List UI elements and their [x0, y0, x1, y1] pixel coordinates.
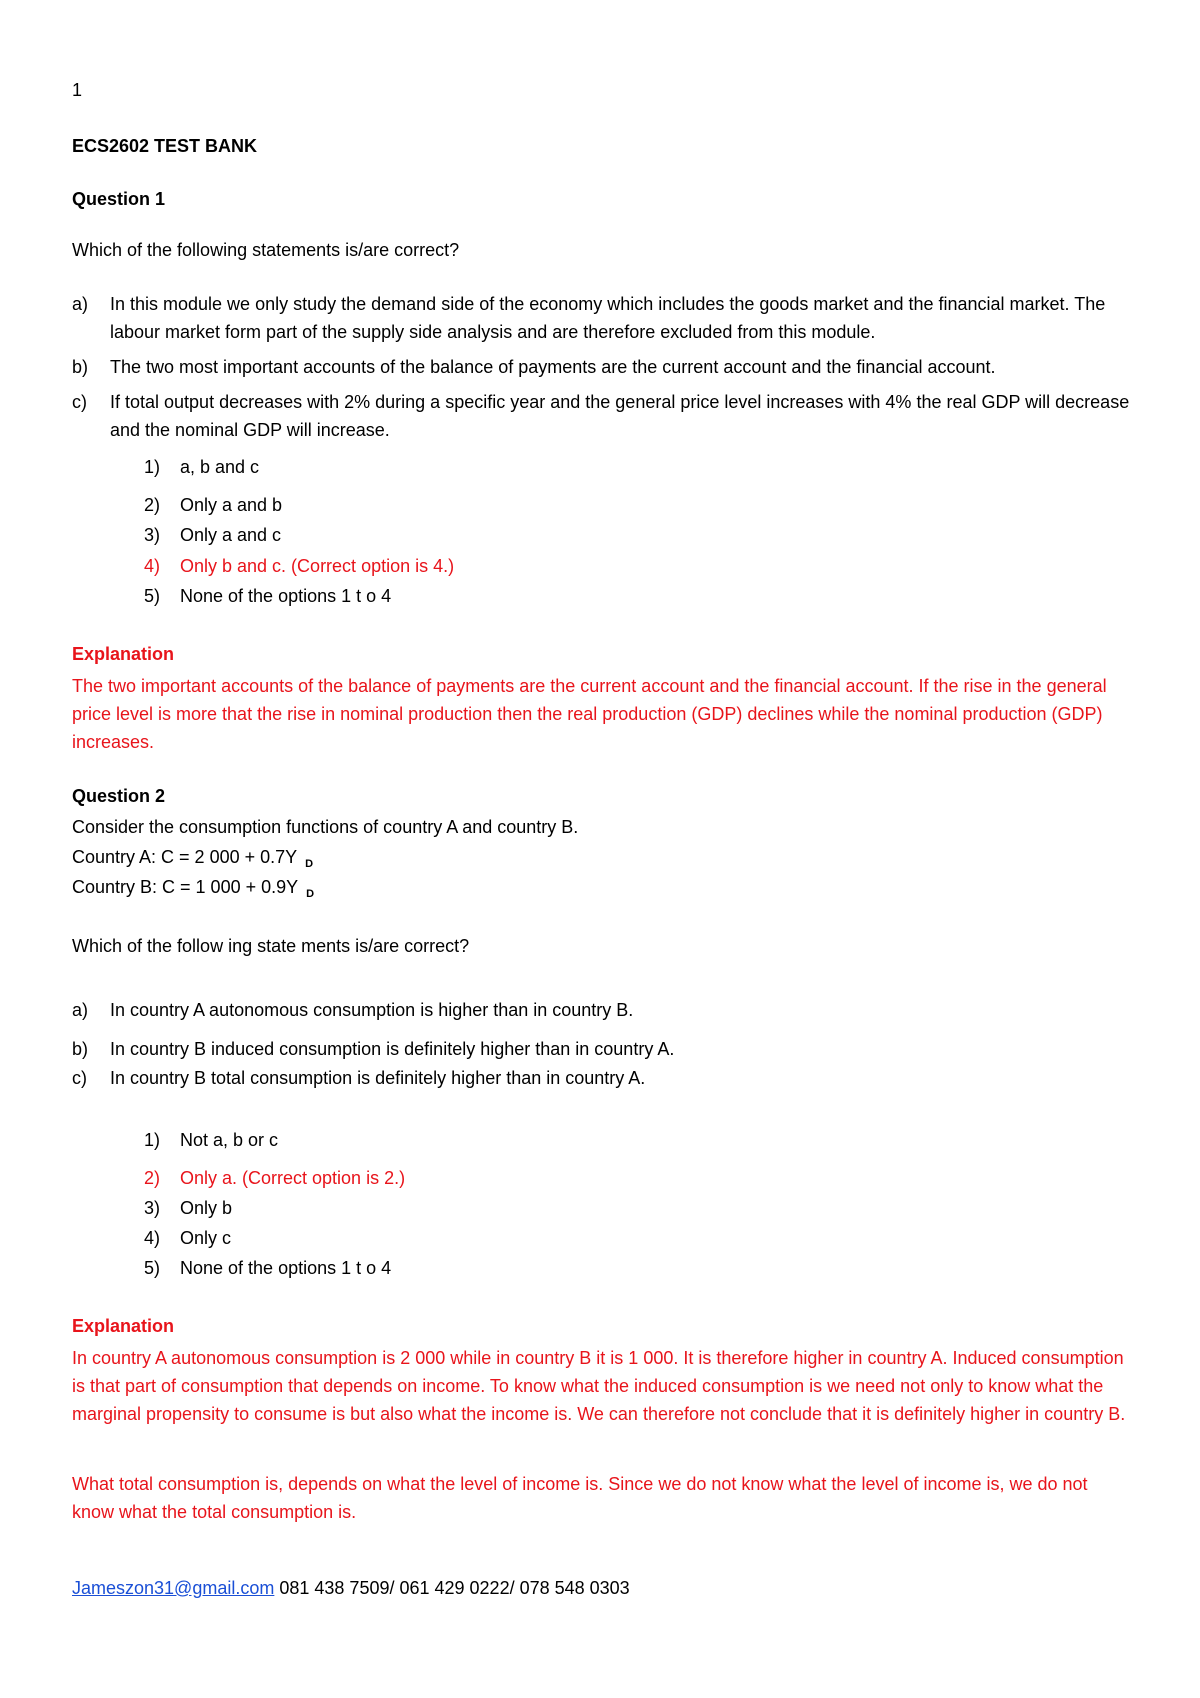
statement-marker: b)	[72, 1039, 89, 1059]
consumption-function-a	[72, 847, 313, 868]
subscript-d: D	[306, 888, 315, 900]
question-1-heading: Question 1	[72, 189, 166, 209]
option-text: Only a and b	[180, 495, 283, 515]
statement-text: In this module we only study the demand side of the economy which includes the goods market and the financial market. The labour market form part of the supply side analysis and are therefore excluded from this module.	[110, 294, 1106, 342]
phone-numbers: 081 438 7509/ 061 429 0222/ 078 548 0303	[274, 1578, 630, 1598]
option-number: 5)	[144, 586, 161, 606]
q2-explanation-text-2: What total consumption is, depends on what the level of income is. Since we do not know what the level of income is, we do not know what the total consumption is.	[72, 1474, 1088, 1522]
option-number: 4)	[144, 1228, 161, 1248]
statement-marker: b)	[72, 357, 89, 377]
option-text: a, b and c	[180, 457, 260, 477]
q2-explanation-heading: Explanation	[72, 1316, 175, 1336]
subscript-d: D	[305, 858, 314, 870]
question-2-prompt: Which of the follow ing state ments is/are correct?	[72, 936, 470, 956]
statement-marker: c)	[72, 392, 87, 412]
q1-statement-c	[72, 388, 1132, 444]
footer-contact	[72, 1578, 630, 1599]
q2-option-5	[144, 1254, 391, 1282]
option-number: 2)	[144, 1168, 161, 1188]
function-text: Country A: C = 2 000 + 0.7Y	[72, 847, 298, 867]
statement-text: In country A autonomous consumption is higher than in country B.	[110, 1000, 634, 1020]
option-text: Not a, b or c	[180, 1130, 279, 1150]
q1-explanation-text: The two important accounts of the balance of payments are the current account and the financial account. If the rise in the general price level is more that the rise in nominal production then the real production (GDP) declines while the nominal production (GDP) increases.	[72, 676, 1107, 752]
q1-explanation-heading: Explanation	[72, 644, 175, 664]
option-text: Only b	[180, 1198, 233, 1218]
statement-marker: c)	[72, 1068, 87, 1088]
option-text: Only a. (Correct option is 2.)	[180, 1168, 406, 1188]
statement-text: If total output decreases with 2% during a specific year and the general price level increases with 4% the real GDP will decrease and the nominal GDP will increase.	[110, 392, 1130, 440]
option-number: 5)	[144, 1258, 161, 1278]
q1-option-3	[144, 521, 281, 549]
q1-option-1	[144, 453, 259, 481]
statement-text: The two most important accounts of the balance of payments are the current account and the financial account.	[110, 357, 996, 377]
q2-option-2-correct	[144, 1164, 405, 1192]
q1-statement-a	[72, 290, 1132, 346]
option-text: None of the options 1 t o 4	[180, 1258, 392, 1278]
option-number: 1)	[144, 457, 161, 477]
q2-statement-b	[72, 1035, 1132, 1063]
page-number: 1	[72, 80, 83, 100]
q2-option-1	[144, 1126, 278, 1154]
option-text: Only b and c. (Correct option is 4.)	[180, 556, 455, 576]
consumption-function-b	[72, 877, 314, 898]
option-number: 4)	[144, 556, 161, 576]
q2-statement-c	[72, 1064, 1132, 1092]
statement-text: In country B total consumption is definitely higher than in country A.	[110, 1068, 646, 1088]
question-1-prompt: Which of the following statements is/are correct?	[72, 240, 460, 260]
statement-text: In country B induced consumption is definitely higher than in country A.	[110, 1039, 675, 1059]
q2-explanation-text-1: In country A autonomous consumption is 2 000 while in country B it is 1 000. It is therefore higher in country A. Induced consumption is that part of consumption that depends on income. To know what the induced consumption is we need not only to know what the marginal propensity to consume is but also what the income is. We can therefore not conclude that it is definitely higher in country B.	[72, 1348, 1126, 1424]
q2-statement-a	[72, 996, 1132, 1024]
option-text: None of the options 1 t o 4	[180, 586, 392, 606]
q1-option-2	[144, 491, 282, 519]
option-number: 3)	[144, 1198, 161, 1218]
document-title: ECS2602 TEST BANK	[72, 136, 258, 156]
q2-option-3	[144, 1194, 232, 1222]
option-number: 1)	[144, 1130, 161, 1150]
statement-marker: a)	[72, 1000, 89, 1020]
question-2-intro: Consider the consumption functions of country A and country B.	[72, 817, 579, 837]
q1-option-5	[144, 582, 391, 610]
q2-option-4	[144, 1224, 231, 1252]
q1-option-4-correct	[144, 552, 454, 580]
q1-statement-b	[72, 353, 1132, 381]
function-text: Country B: C = 1 000 + 0.9Y	[72, 877, 299, 897]
email-link[interactable]: Jameszon31@gmail.com	[72, 1578, 275, 1598]
option-text: Only a and c	[180, 525, 282, 545]
statement-marker: a)	[72, 294, 89, 314]
question-2-heading: Question 2	[72, 786, 166, 806]
option-number: 2)	[144, 495, 161, 515]
option-text: Only c	[180, 1228, 232, 1248]
option-number: 3)	[144, 525, 161, 545]
